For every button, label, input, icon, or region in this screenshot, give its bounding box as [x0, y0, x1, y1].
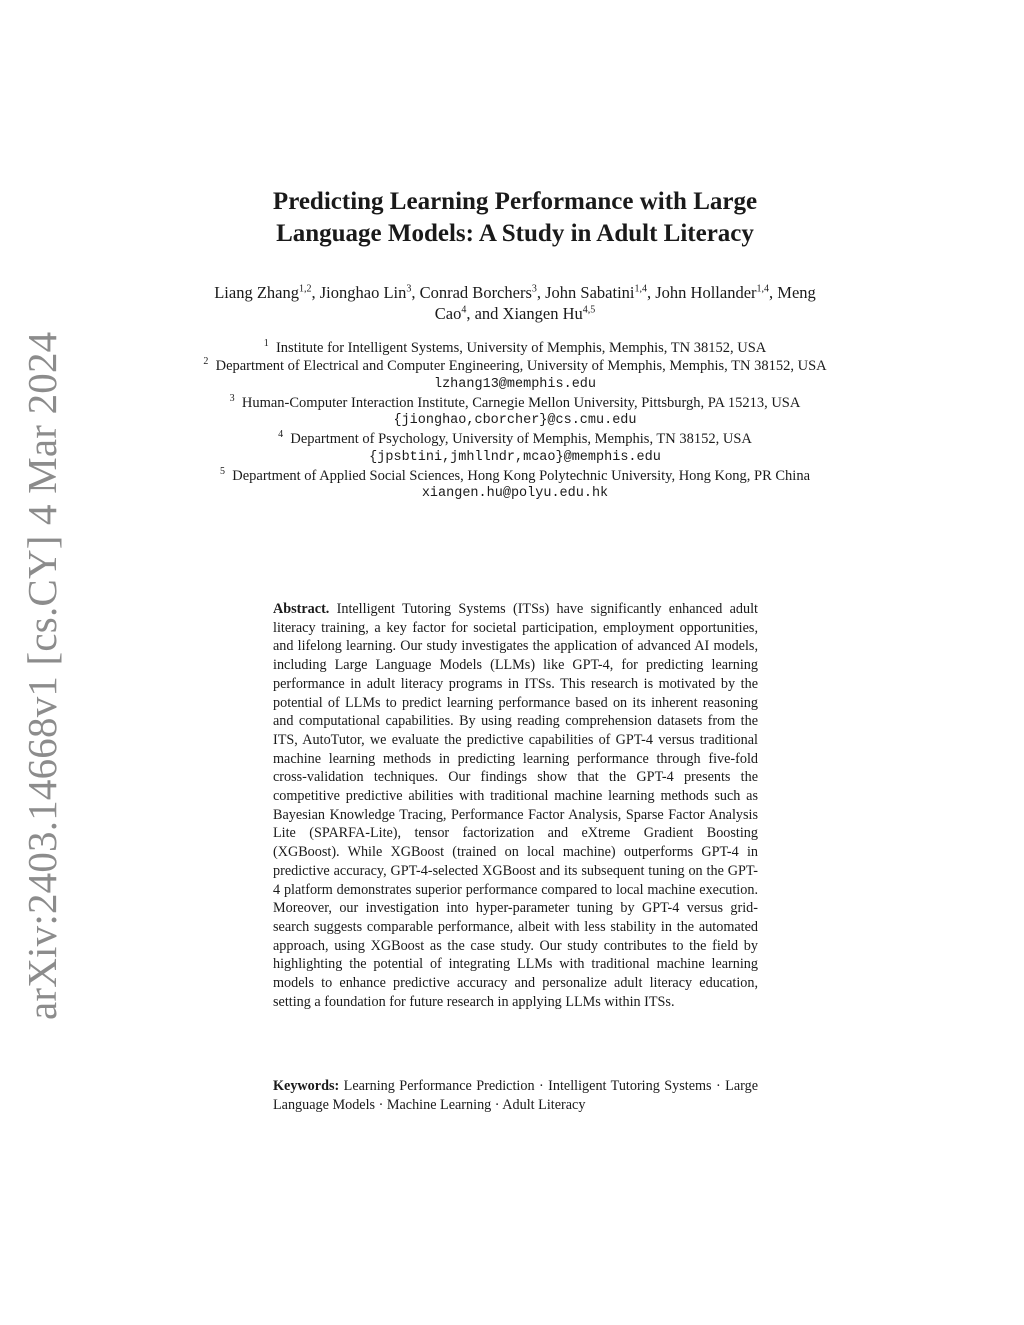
title-line-2: Language Models: A Study in Adult Literacy	[276, 220, 754, 247]
author: John Sabatini$^{1,4}$,	[545, 283, 656, 302]
author: John Hollander$^{1,4}$,	[655, 283, 778, 302]
affiliation-2-email: lzhang13@memphis.edu	[433, 376, 597, 392]
affiliation-1: $^1$ Institute for Intelligent Systems, University of Memphis, Memphis, TN 38152, USA	[263, 338, 767, 356]
author: Meng Cao$^4$, and	[434, 283, 816, 323]
affiliation-3: $^3$ Human-Computer Interaction Institute, Carnegie Mellon University, Pittsburgh, PA 15213, USA	[229, 393, 801, 411]
affiliation-4-email: {jpsbtini,jmhllndr,mcao}@memphis.edu	[369, 449, 661, 465]
author: Conrad Borchers$^3$,	[419, 283, 546, 302]
abstract	[273, 600, 758, 1011]
abstract-text: Intelligent Tutoring Systems (ITSs) have significantly enhanced adult literacy training, a key factor for societal participation, employment opportunities, and lifelong learning. Our study investigates the application of advanced AI models, including Large Language Models (LLMs) like GPT-4, for predicting learning performance in adult literacy programs in ITSs. This research is motivated by the potential of LLMs to predict learning performance based on its inherent reasoning and computational capabilities. By using reading comprehension datasets from the ITS, AutoTutor, we evaluate the predictive capabilities of GPT-4 versus traditional machine learning methods in predicting learning performance through five-fold cross-validation techniques. Our findings show that the GPT-4 presents the competitive predictive abilities with traditional machine learning methods such as Bayesian Knowledge Tracing, Performance Factor Analysis, Sparse Factor Analysis Lite (SPARFA-Lite), tensor factorization and eXtreme Gradient Boosting (XGBoost). While XGBoost (trained on local machine) outperforms GPT-4 in predictive accuracy, GPT-4-selected XGBoost and its subsequent tuning on the GPT-4 platform demonstrates superior performance compared to local machine execution. Moreover, our investigation into hyper-parameter tuning by GPT-4 versus grid-search suggests comparable performance, albeit with less stability in the automated approach, using XGBoost as the case study. Our study contributes to the field by highlighting the potential of integrating LLMs with traditional machine learning models to enhance predictive accuracy and personalize adult literacy education, setting a foundation for future research in applying LLMs within ITSs.	[273, 601, 758, 1010]
paper-title	[150, 186, 880, 250]
keywords-label: Keywords:	[273, 1078, 340, 1094]
affiliation-5-email: xiangen.hu@polyu.edu.hk	[421, 486, 609, 502]
arxiv-identifier-stamp: arXiv:2403.14668v1 [cs.CY] 4 Mar 2024	[19, 331, 65, 1020]
keywords-text: Learning Performance Prediction · Intelligent Tutoring Systems · Large Language Models · Machine Learning · Adult Literacy	[273, 1078, 758, 1113]
affiliation-2: $^2$ Department of Electrical and Computer Engineering, University of Memphis, Memphis, TN 38152, USA	[203, 356, 827, 375]
title-line-1: Predicting Learning Performance with Large	[272, 188, 758, 215]
affiliation-4: $^4$ Department of Psychology, University of Memphis, Memphis, TN 38152, USA	[278, 429, 752, 448]
affiliation-3-email: {jionghao,cborcher}@cs.cmu.edu	[393, 413, 637, 429]
affiliation-5: $^5$ Department of Applied Social Sciences, Hong Kong Polytechnic University, Hong Kong, PR China	[219, 466, 811, 485]
keywords	[273, 1077, 758, 1114]
author: Jionghao Lin$^3$,	[319, 283, 420, 302]
author: Xiangen Hu$^{4,5}$	[502, 304, 596, 323]
abstract-label: Abstract.	[273, 601, 330, 617]
affiliation-list	[190, 339, 840, 504]
author-list	[200, 282, 830, 324]
author: Liang Zhang$^{1,2}$,	[214, 283, 320, 302]
